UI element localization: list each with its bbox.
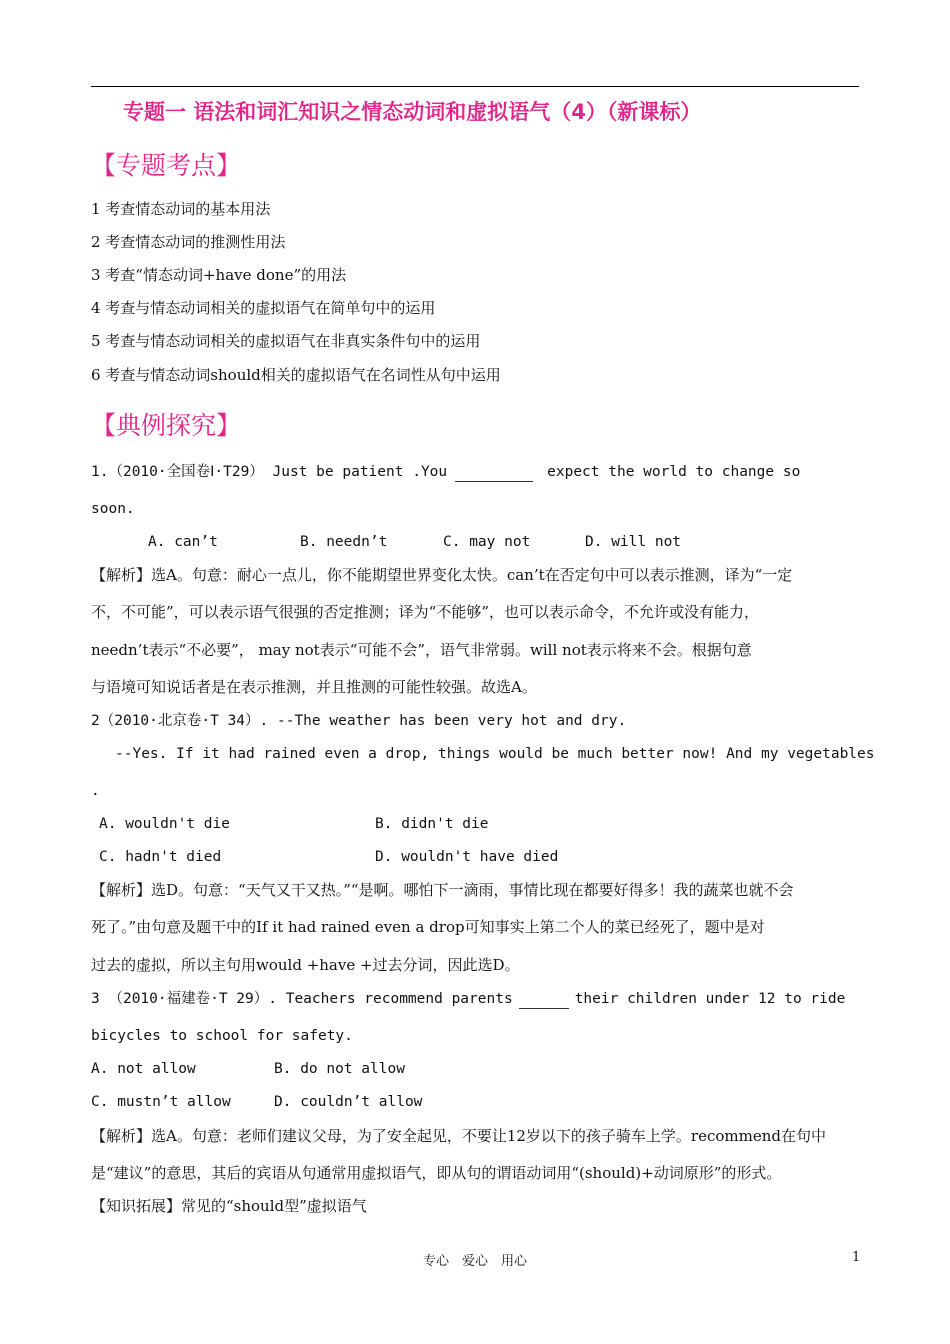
q3-answer-blank [519, 994, 569, 1009]
q2-option-b: B. didn't die [375, 816, 489, 832]
q2-stem-reply: --Yes. If it had rained even a drop, things would be much better now! And my vegetables [115, 746, 875, 762]
q2-explanation-line-1: 【解析】选D。句意：“天气又干又热。”“是啊。哪怕下一滴雨，事情比现在都要好得多！我的蔬菜也就不会 [91, 881, 794, 899]
q2-stem-continuation: . [91, 783, 100, 799]
q3-stem [91, 989, 845, 1009]
page-footer: 专心 爱心 用心 [422, 1254, 527, 1269]
q3-stem-part-b: their children under 12 to ride [574, 991, 846, 1007]
q1-stem [91, 462, 800, 482]
q1-explanation-line-3: needn’t表示“不必要”， may not表示“可能不会”，语气非常弱。will not表示将来不会。根据句意 [91, 641, 752, 659]
q3-option-c: C. mustn’t allow [91, 1094, 231, 1110]
q1-option-a: A. can’t [148, 534, 218, 550]
q1-explanation-line-1: 【解析】选A。句意：耐心一点儿，你不能期望世界变化太快。can’t在否定句中可以表示推测，译为“一定 [91, 566, 793, 584]
q1-option-d: D. will not [585, 534, 682, 550]
q3-option-b: B. do not allow [274, 1061, 405, 1077]
q3-explanation-line-2: 是“建议”的意思，其后的宾语从句通常用虚拟语气，即从句的谓语动词用“(should)+动词原形”的形式。 [91, 1164, 782, 1182]
q3-stem-part-a: 3 （2010·福建卷·T 29）. Teachers recommend parents [91, 991, 513, 1007]
q1-answer-blank [455, 467, 533, 482]
q3-option-d: D. couldn’t allow [274, 1094, 423, 1110]
section-heading-key-points: 【专题考点】 [91, 151, 242, 180]
q2-explanation-line-2: 死了。”由句意及题干中的If it had rained even a drop可知事实上第二个人的菜已经死了，题中是对 [91, 918, 765, 936]
q1-stem-part-b: expect the world to change so [547, 464, 801, 480]
q3-knowledge-extension: 【知识拓展】常见的“should型”虚拟语气 [91, 1197, 367, 1215]
header-rule [91, 86, 859, 87]
page-number: 1 [852, 1250, 861, 1265]
key-point-6: 6 考查与情态动词should相关的虚拟语气在名词性从句中运用 [91, 366, 501, 384]
q2-option-c: C. hadn't died [99, 849, 222, 865]
key-point-5: 5 考查与情态动词相关的虚拟语气在非真实条件句中的运用 [91, 332, 481, 350]
q2-option-a: A. wouldn't die [99, 816, 230, 832]
q1-stem-continuation: soon. [91, 501, 135, 517]
q1-explanation-line-2: 不，不可能”，可以表示语气很强的否定推测；译为“不能够”，也可以表示命令，不允许或没有能力， [91, 603, 760, 621]
key-point-4: 4 考查与情态动词相关的虚拟语气在简单句中的运用 [91, 299, 436, 317]
key-point-3: 3 考查“情态动词+have done”的用法 [91, 266, 347, 284]
document-title: 专题一 语法和词汇知识之情态动词和虚拟语气（4）（新课标） [123, 100, 702, 124]
key-point-1: 1 考查情态动词的基本用法 [91, 200, 271, 218]
q3-stem-continuation: bicycles to school for safety. [91, 1028, 353, 1044]
section-heading-examples: 【典例探究】 [91, 411, 242, 440]
q3-option-a: A. not allow [91, 1061, 196, 1077]
q3-explanation-line-1: 【解析】选A。句意：老师们建议父母，为了安全起见，不要让12岁以下的孩子骑车上学。recommend在句中 [91, 1127, 826, 1145]
q1-explanation-line-4: 与语境可知说话者是在表示推测，并且推测的可能性较强。故选A。 [91, 678, 537, 696]
q1-stem-part-a: 1.（2010·全国卷Ⅰ·T29） Just be patient .You [91, 464, 448, 480]
q2-explanation-line-3: 过去的虚拟，所以主句用would +have +过去分词，因此选D。 [91, 956, 520, 974]
key-point-2: 2 考查情态动词的推测性用法 [91, 233, 286, 251]
q1-option-c: C. may not [443, 534, 531, 550]
q1-option-b: B. needn’t [300, 534, 388, 550]
q2-option-d: D. wouldn't have died [375, 849, 559, 865]
q2-stem: 2（2010·北京卷·T 34）. --The weather has been very hot and dry. [91, 713, 627, 729]
